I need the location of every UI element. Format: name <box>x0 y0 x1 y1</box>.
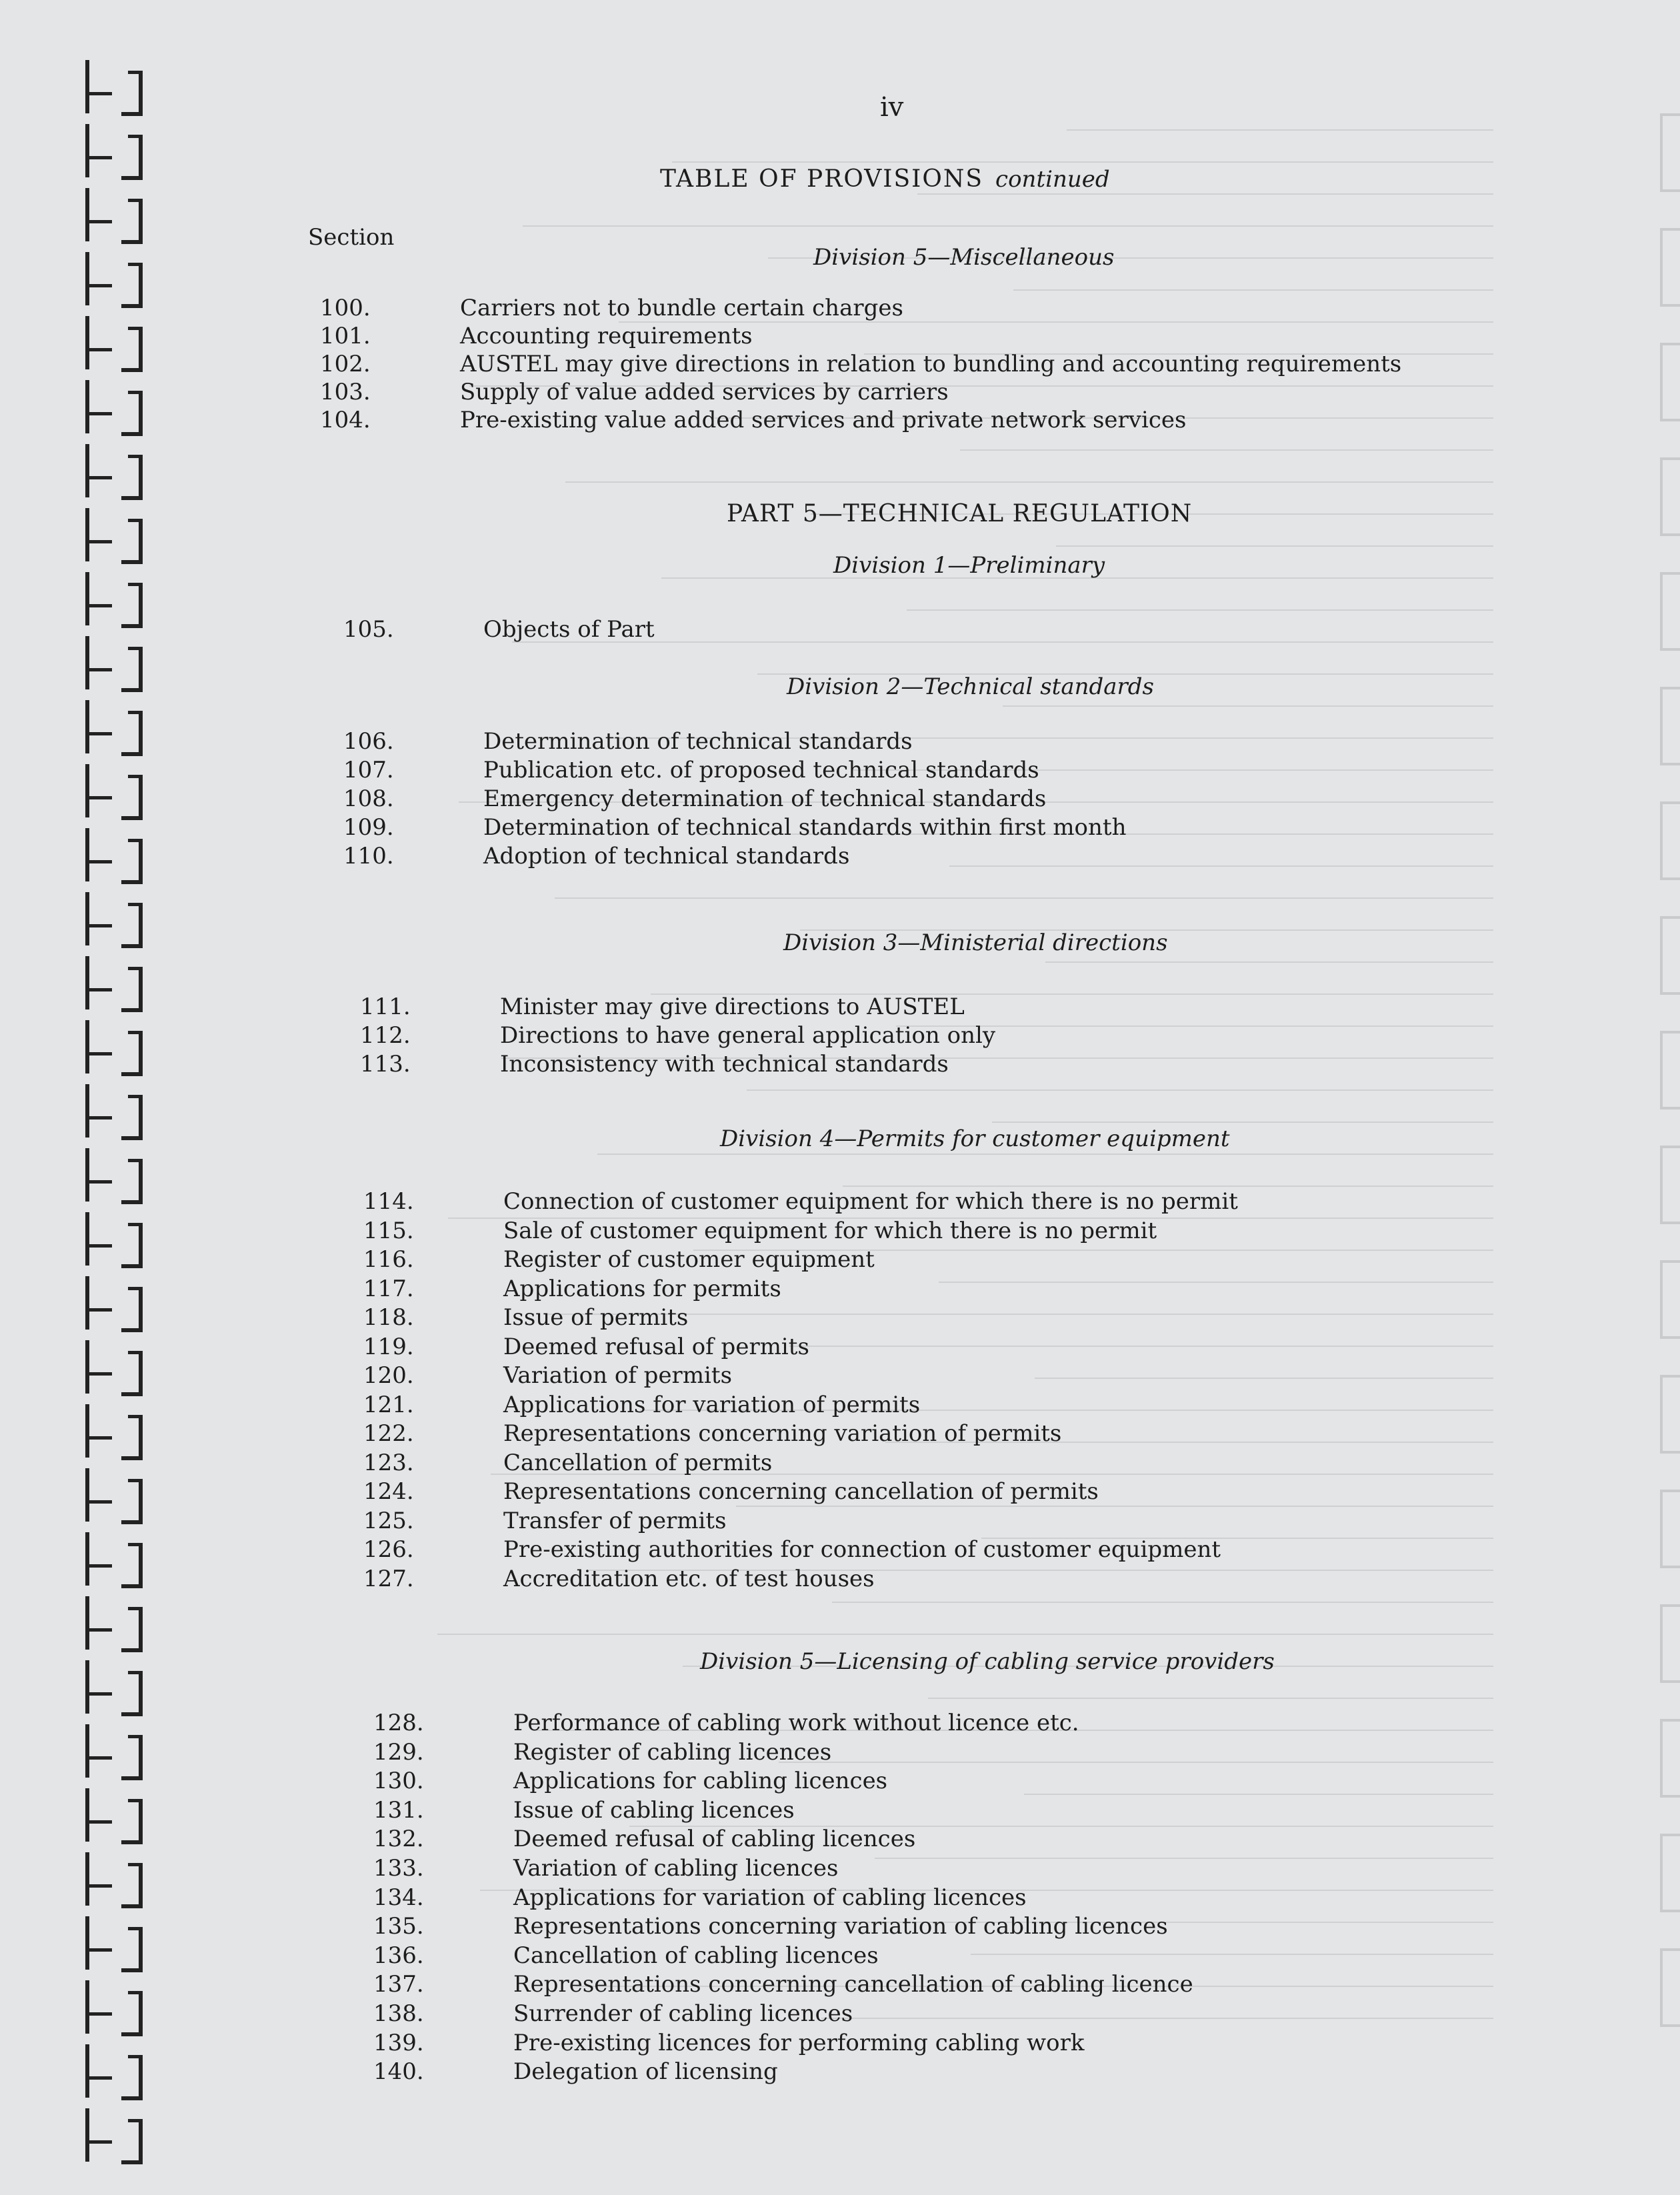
division-heading: Division 1—Preliminary <box>833 552 1105 579</box>
binding-ring <box>67 1212 160 1272</box>
binding-ring <box>67 380 160 440</box>
title-text: TABLE OF PROVISIONS <box>660 165 984 193</box>
provision-title: Determination of technical standards <box>483 728 913 755</box>
provision-title: Cancellation of cabling licences <box>513 1942 879 1969</box>
section-number: 129. <box>373 1738 424 1766</box>
edge-tab <box>1660 687 1680 765</box>
section-number: 135. <box>373 1913 424 1940</box>
section-number: 108. <box>343 785 394 812</box>
page-edge-tabs <box>1653 113 1680 2114</box>
provision-title: Supply of value added services by carriers <box>460 379 949 405</box>
provision-title: Carriers not to bundle certain charges <box>460 295 903 321</box>
binding-ring <box>67 124 160 184</box>
section-number: 121. <box>363 1391 414 1418</box>
section-number: 109. <box>343 814 394 841</box>
edge-tab <box>1660 1948 1680 2027</box>
section-number: 130. <box>373 1768 424 1795</box>
provision-title: Determination of technical standards within first month <box>483 814 1127 841</box>
binding-ring <box>67 1020 160 1080</box>
part-heading: PART 5—TECHNICAL REGULATION <box>727 500 1193 527</box>
binding-ring <box>67 1788 160 1848</box>
provision-title: Variation of cabling licences <box>513 1854 839 1882</box>
section-number: 106. <box>343 728 394 755</box>
provision-title: Sale of customer equipment for which there is no permit <box>503 1217 1157 1244</box>
section-number: 127. <box>363 1565 414 1592</box>
spiral-binding <box>67 60 160 2180</box>
section-number: 110. <box>343 843 394 869</box>
provision-title: Pre-existing authorities for connection of customer equipment <box>503 1536 1221 1563</box>
binding-ring <box>67 1596 160 1656</box>
section-number: 122. <box>363 1420 414 1447</box>
provision-title: Emergency determination of technical standards <box>483 785 1047 812</box>
binding-ring <box>67 700 160 760</box>
section-number: 125. <box>363 1507 414 1534</box>
provision-title: Objects of Part <box>483 616 655 643</box>
provision-title: Connection of customer equipment for which there is no permit <box>503 1188 1238 1215</box>
binding-ring <box>67 316 160 376</box>
division-heading: Division 5—Miscellaneous <box>813 244 1115 271</box>
edge-tab <box>1660 1260 1680 1339</box>
provision-title: Accreditation etc. of test houses <box>503 1565 875 1592</box>
binding-ring <box>67 572 160 632</box>
division-heading: Division 3—Ministerial directions <box>783 929 1168 956</box>
section-number: 114. <box>363 1188 414 1215</box>
provision-title: Variation of permits <box>503 1362 733 1389</box>
section-number: 128. <box>373 1710 424 1736</box>
binding-ring <box>67 508 160 568</box>
division-heading: Division 4—Permits for customer equipment <box>720 1126 1230 1152</box>
page-title <box>660 165 1110 193</box>
section-number: 117. <box>363 1275 414 1302</box>
provision-title: Applications for variation of permits <box>503 1391 921 1418</box>
edge-tab <box>1660 457 1680 536</box>
binding-ring <box>67 1660 160 1720</box>
edge-tab <box>1660 916 1680 995</box>
section-number: 118. <box>363 1304 414 1331</box>
binding-ring <box>67 1980 160 2040</box>
edge-tab <box>1660 1834 1680 1912</box>
binding-ring <box>67 1148 160 1208</box>
provision-title: Performance of cabling work without licence etc. <box>513 1710 1079 1736</box>
binding-ring <box>67 188 160 248</box>
section-number: 111. <box>360 993 411 1020</box>
section-number: 112. <box>360 1022 411 1049</box>
division-heading: Division 5—Licensing of cabling service providers <box>700 1648 1275 1675</box>
provision-title: Surrender of cabling licences <box>513 2000 853 2027</box>
page-number: iv <box>880 92 904 123</box>
provision-title: Cancellation of permits <box>503 1449 773 1476</box>
section-number: 101. <box>320 323 371 349</box>
provision-title: Applications for variation of cabling licences <box>513 1884 1027 1911</box>
binding-ring <box>67 2108 160 2168</box>
provision-title: Transfer of permits <box>503 1507 727 1534</box>
edge-tab <box>1660 1146 1680 1224</box>
section-number: 137. <box>373 1971 424 1998</box>
binding-ring <box>67 1468 160 1528</box>
binding-ring <box>67 1724 160 1784</box>
edge-tab <box>1660 572 1680 651</box>
binding-ring <box>67 956 160 1016</box>
edge-tab <box>1660 1375 1680 1454</box>
section-number: 115. <box>363 1217 414 1244</box>
provision-title: Pre-existing licences for performing cabling work <box>513 2029 1085 2056</box>
provision-title: Issue of cabling licences <box>513 1796 795 1824</box>
binding-ring <box>67 1084 160 1144</box>
section-number: 124. <box>363 1478 414 1505</box>
section-number: 119. <box>363 1333 414 1360</box>
binding-ring <box>67 1340 160 1400</box>
provision-title: Delegation of licensing <box>513 2058 778 2086</box>
binding-ring <box>67 636 160 696</box>
provision-title: Register of customer equipment <box>503 1246 875 1273</box>
provision-title: Accounting requirements <box>460 323 753 349</box>
edge-tab <box>1660 228 1680 307</box>
provision-title: Directions to have general application only <box>500 1022 996 1049</box>
edge-tab <box>1660 343 1680 421</box>
binding-ring <box>67 764 160 824</box>
provision-title: Representations concerning variation of cabling licences <box>513 1913 1168 1940</box>
provision-title: Register of cabling licences <box>513 1738 832 1766</box>
binding-ring <box>67 828 160 888</box>
section-number: 100. <box>320 295 371 321</box>
provision-title: Minister may give directions to AUSTEL <box>500 993 965 1020</box>
provision-title: Applications for cabling licences <box>513 1768 888 1795</box>
section-number: 120. <box>363 1362 414 1389</box>
provision-title: Representations concerning cancellation of cabling licence <box>513 1971 1193 1998</box>
provision-title: AUSTEL may give directions in relation to bundling and accounting requirements <box>460 351 1402 377</box>
provision-title: Inconsistency with technical standards <box>500 1051 949 1077</box>
section-number: 126. <box>363 1536 414 1563</box>
edge-tab <box>1660 1031 1680 1110</box>
binding-ring <box>67 1276 160 1336</box>
section-number: 102. <box>320 351 371 377</box>
section-number: 113. <box>360 1051 411 1077</box>
section-number: 134. <box>373 1884 424 1911</box>
provision-title: Applications for permits <box>503 1275 781 1302</box>
division-heading: Division 2—Technical standards <box>787 673 1154 700</box>
binding-ring <box>67 60 160 120</box>
binding-ring <box>67 1404 160 1464</box>
binding-ring <box>67 1916 160 1976</box>
provision-title: Representations concerning cancellation of permits <box>503 1478 1099 1505</box>
title-continued: continued <box>995 166 1110 193</box>
section-number: 116. <box>363 1246 414 1273</box>
edge-tab <box>1660 1719 1680 1798</box>
binding-ring <box>67 892 160 952</box>
edge-tab <box>1660 113 1680 192</box>
section-number: 103. <box>320 379 371 405</box>
section-number: 132. <box>373 1826 424 1853</box>
section-number: 133. <box>373 1854 424 1882</box>
section-number: 123. <box>363 1449 414 1476</box>
section-column-label: Section <box>308 224 395 251</box>
section-number: 139. <box>373 2029 424 2056</box>
provision-title: Issue of permits <box>503 1304 689 1331</box>
provision-title: Deemed refusal of permits <box>503 1333 809 1360</box>
section-number: 136. <box>373 1942 424 1969</box>
section-number: 131. <box>373 1796 424 1824</box>
section-number: 140. <box>373 2058 424 2086</box>
edge-tab <box>1660 1490 1680 1568</box>
provision-title: Representations concerning variation of permits <box>503 1420 1062 1447</box>
provision-title: Deemed refusal of cabling licences <box>513 1826 916 1853</box>
binding-ring <box>67 2044 160 2104</box>
provision-title: Publication etc. of proposed technical standards <box>483 757 1039 783</box>
binding-ring <box>67 1852 160 1912</box>
binding-ring <box>67 252 160 312</box>
edge-tab <box>1660 1604 1680 1683</box>
section-number: 107. <box>343 757 394 783</box>
section-number: 138. <box>373 2000 424 2027</box>
binding-ring <box>67 1532 160 1592</box>
section-number: 104. <box>320 407 371 433</box>
provision-title: Adoption of technical standards <box>483 843 850 869</box>
provision-title: Pre-existing value added services and private network services <box>460 407 1187 433</box>
section-number: 105. <box>343 616 394 643</box>
edge-tab <box>1660 801 1680 880</box>
binding-ring <box>67 444 160 504</box>
